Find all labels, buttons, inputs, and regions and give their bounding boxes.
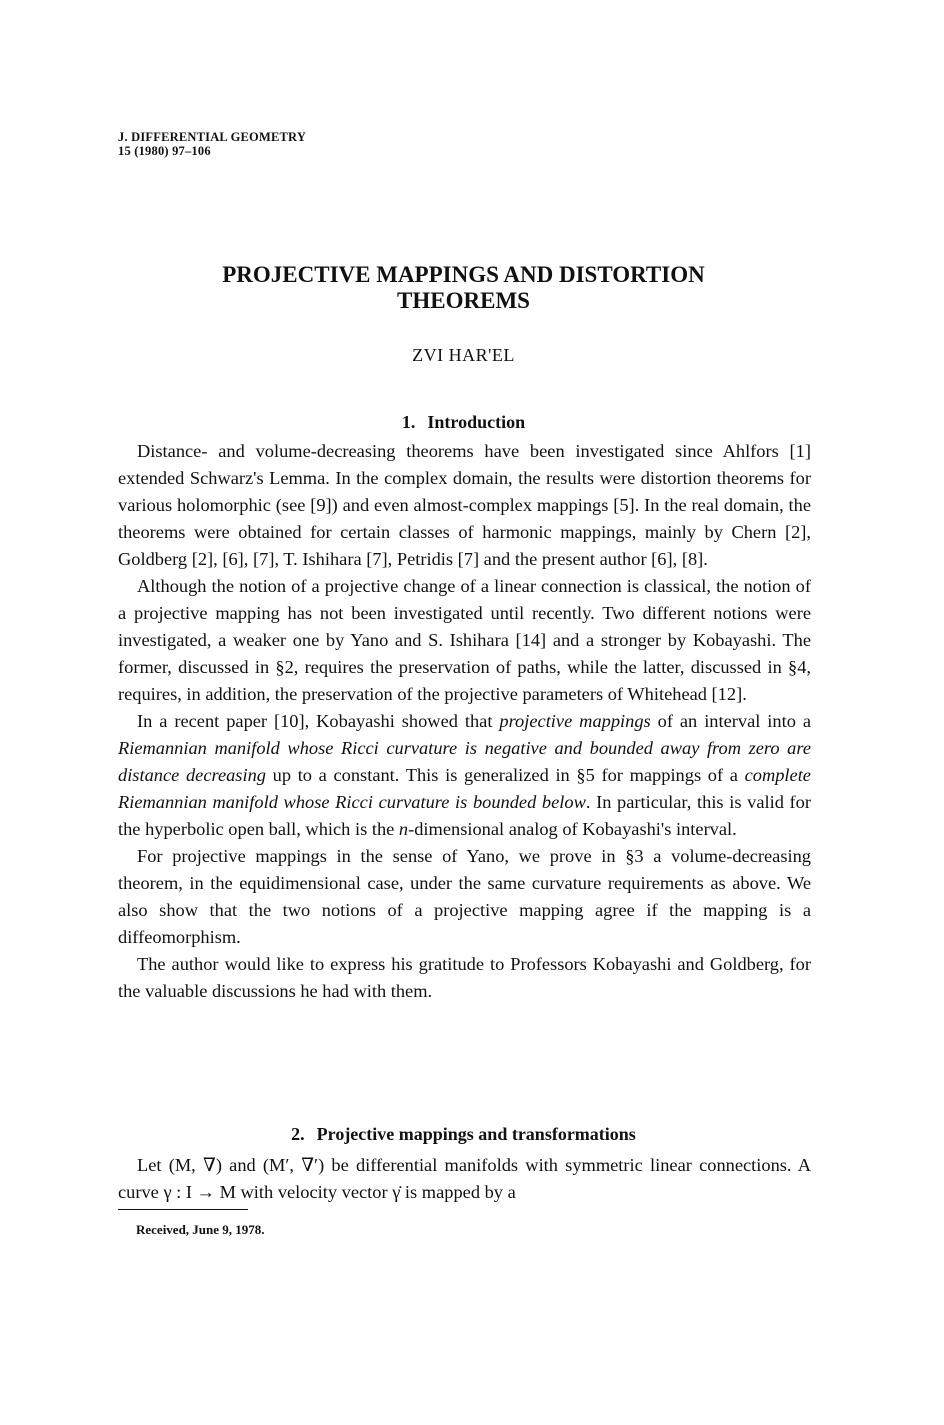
text-run: In a recent paper [10], Kobayashi showed that: [137, 711, 500, 731]
italic-run: projective mappings: [499, 711, 651, 731]
section-2-title: Projective mappings and transformations: [316, 1124, 636, 1144]
text-run: . In particular, this is valid for the hyperbolic open ball, which is the: [118, 792, 811, 839]
text-run: up to a constant. This is generalized in §5 for mappings of a: [265, 765, 745, 785]
section-2-number: 2.: [291, 1124, 305, 1144]
text-run: of an interval into a: [650, 711, 812, 731]
paragraph: [118, 708, 811, 843]
journal-header: [118, 130, 306, 158]
title-line-1: PROJECTIVE MAPPINGS AND DISTORTION: [222, 262, 705, 287]
paragraph: Distance- and volume-decreasing theorems have been investigated since Ahlfors [1] extended Schwarz's Lemma. In the complex domain, the results were distortion theorems for various holomorphic (see [9]) and even almost-complex mappings [5]. In the real domain, the theorems were obtained for certain classes of harmonic mappings, mainly by Chern [2], Goldberg [2], [6], [7], T. Ishihara [7], Petridis [7] and the present author [6], [8].: [118, 441, 811, 569]
section-1-heading: [118, 412, 809, 433]
italic-run: complete Riemannian manifold whose Ricci curvature is bounded below: [118, 765, 811, 812]
paragraph: For projective mappings in the sense of Yano, we prove in §3 a volume-decreasing theorem, in the equidimensional case, under the same curvature requirements as above. We also show that the two notions of a projective mapping agree if the mapping is a diffeomorphism.: [118, 846, 811, 947]
author-name: ZVI HAR'EL: [412, 345, 515, 365]
paragraph: Let (M, ∇) and (M′, ∇′) be differential manifolds with symmetric linear connections. A curve γ : I → M with velocity vector γ̇ is mapped by a: [118, 1155, 811, 1202]
footnote-rule: [118, 1209, 248, 1210]
section-2-heading: [118, 1124, 809, 1145]
section-1-title: Introduction: [427, 412, 526, 432]
section-2-body: [118, 1152, 811, 1206]
paragraph: The author would like to express his gratitude to Professors Kobayashi and Goldberg, for the valuable discussions he had with them.: [118, 954, 811, 1001]
italic-run: n: [398, 819, 409, 839]
footnote: Received, June 9, 1978.: [136, 1222, 265, 1237]
paper-title: [118, 262, 809, 314]
journal-name: J. DIFFERENTIAL GEOMETRY: [118, 130, 307, 144]
italic-run: Riemannian manifold whose Ricci curvature is negative and bounded away from zero are distance decreasing: [118, 738, 811, 785]
text-run: -dimensional analog of Kobayashi's interval.: [408, 819, 737, 839]
section-1-number: 1.: [401, 412, 416, 432]
paragraph: Although the notion of a projective change of a linear connection is classical, the notion of a projective mapping has not been investigated until recently. Two different notions were investigated, a weaker one by Yano and S. Ishihara [14] and a stronger by Kobayashi. The former, discussed in §2, requires the preservation of paths, while the latter, discussed in §4, requires, in addition, the preservation of the projective parameters of Whitehead [12].: [118, 576, 811, 704]
section-1-body: [118, 438, 811, 1005]
title-line-2: THEOREMS: [397, 288, 530, 313]
journal-volume: 15 (1980) 97–106: [118, 144, 211, 158]
